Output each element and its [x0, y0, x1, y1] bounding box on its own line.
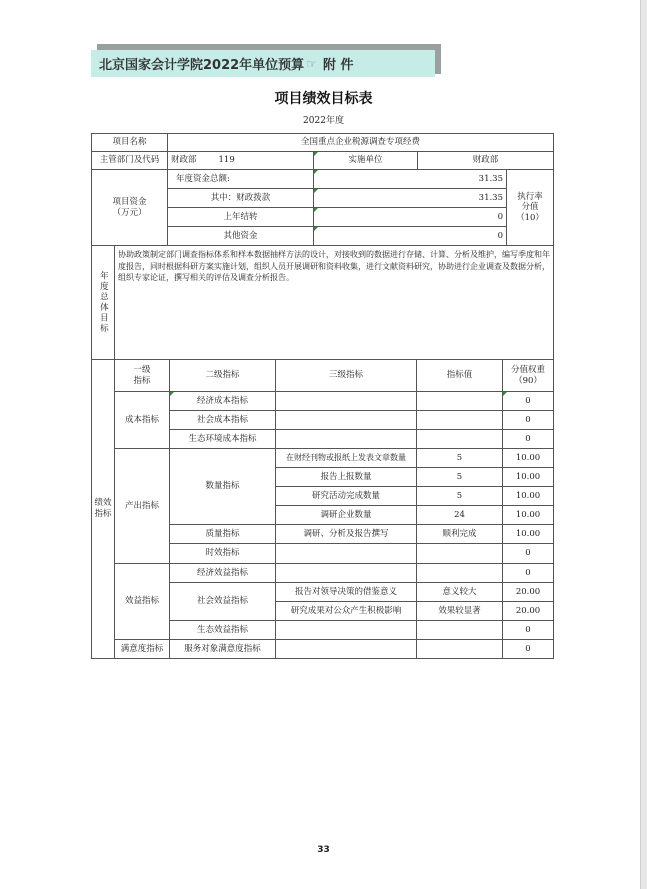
funds-other-label: 其他资金: [168, 227, 314, 246]
perf-label-cell: [92, 360, 115, 659]
page-title: 项目绩效目标表: [274, 91, 373, 107]
row-social-cost-l2: 社会成本指标: [170, 411, 276, 430]
funds-total-label: 年度资金总额:: [168, 170, 314, 189]
funds-fiscal-label: 其中：财政拨款: [168, 189, 314, 208]
header-level3: 三级指标: [276, 360, 417, 392]
impl-value: 财政部: [418, 152, 554, 170]
year-label: 2022年度: [303, 116, 344, 126]
row-service-l3: [276, 640, 417, 659]
funds-total-value: 31.35: [314, 170, 507, 189]
row-sb2-l3: 研究成果对公众产生积极影响: [276, 602, 417, 621]
row-quality-score: 10.00: [503, 525, 554, 544]
row-sb2-score: 20.00: [503, 602, 554, 621]
funds-other-value: 0: [314, 227, 507, 246]
row-eco-cost-val: [417, 430, 503, 449]
header-weight: 分值权重 （90）: [503, 360, 554, 392]
row-quantity-l2: 数量指标: [170, 449, 276, 525]
row-sb1-score: 20.00: [503, 583, 554, 602]
row-eco-benefit-l3: [276, 621, 417, 640]
row-econ-benefit-l3: [276, 564, 417, 583]
row-quality-val: 顺利完成: [417, 525, 503, 544]
row-timeliness-score: 0: [503, 544, 554, 564]
row-econ-cost-l2: 经济成本指标: [170, 392, 276, 411]
row-q2-score: 10.00: [503, 468, 554, 487]
goal-label-cell: [92, 246, 115, 360]
banner-suffix: 附 件: [322, 58, 354, 73]
project-name-value: 全国重点企业税源调查专项经费: [168, 134, 554, 152]
dept-code: 119: [218, 155, 235, 166]
row-eco-cost-score: 0: [503, 430, 554, 449]
banner-title: 北京国家会计学院2022年单位预算: [99, 58, 305, 73]
row-q2-val: 5: [417, 468, 503, 487]
row-eco-benefit-score: 0: [503, 621, 554, 640]
row-sb2-val: 效果较显著: [417, 602, 503, 621]
funds-carry-label: 上年结转: [168, 208, 314, 227]
funds-label: 项目资金 （万元）: [92, 170, 168, 246]
row-service-l2: 服务对象满意度指标: [170, 640, 276, 659]
goal-text: 协助政策制定部门调查指标体系和样本数据抽样方法的设计，对接收到的数据进行存储、计算、分析及维护，编写季度和年度报告，同时根据科研方案实施计划，组织人员开展调研和资料收集，进行文献资料研究，协助进行企业调查及数据分析，组织专家论证，撰写相关的评估及调查分析报告。: [115, 246, 554, 360]
row-q4-score: 10.00: [503, 506, 554, 525]
row-q1-l3: 在财经刊物或报纸上发表文章数量: [276, 449, 417, 468]
row-eco-cost-l2: 生态环境成本指标: [170, 430, 276, 449]
pointing-hand-icon: ☞: [306, 56, 317, 71]
row-eco-benefit-l2: 生态效益指标: [170, 621, 276, 640]
row-social-benefit-l2: 社会效益指标: [170, 583, 276, 621]
row-q4-l3: 调研企业数量: [276, 506, 417, 525]
group-satisfaction: 满意度指标: [115, 640, 170, 659]
funds-carry-value: 0: [314, 208, 507, 227]
dept-name: 财政部: [171, 155, 197, 166]
row-econ-cost-val: [417, 392, 503, 411]
row-econ-cost-score: 0: [503, 392, 554, 411]
group-benefit: 效益指标: [115, 564, 170, 640]
header-banner: [91, 50, 435, 77]
row-q1-val: 5: [417, 449, 503, 468]
row-econ-benefit-l2: 经济效益指标: [170, 564, 276, 583]
row-q4-val: 24: [417, 506, 503, 525]
group-cost: 成本指标: [115, 392, 170, 449]
header-value: 指标值: [417, 360, 503, 392]
funds-fiscal-value: 31.35: [314, 189, 507, 208]
row-social-cost-val: [417, 411, 503, 430]
row-q3-l3: 研究活动完成数量: [276, 487, 417, 506]
row-q3-score: 10.00: [503, 487, 554, 506]
dept-label: 主管部门及代码: [92, 152, 168, 170]
row-social-cost-score: 0: [503, 411, 554, 430]
row-timeliness-l2: 时效指标: [170, 544, 276, 564]
perf-label: 绩效指标: [94, 497, 112, 519]
dept-value: [168, 152, 314, 170]
project-name-label: 项目名称: [92, 134, 168, 152]
exec-rate-label: 执行率 分值 （10）: [507, 170, 554, 246]
header-level1: 一级 指标: [115, 360, 170, 392]
row-econ-benefit-score: 0: [503, 564, 554, 583]
row-timeliness-val: [417, 544, 503, 564]
goal-label: 年度总体目标: [98, 271, 109, 334]
page-edge: [640, 0, 647, 889]
row-service-score: 0: [503, 640, 554, 659]
row-eco-benefit-val: [417, 621, 503, 640]
row-quality-l2: 质量指标: [170, 525, 276, 544]
row-sb1-val: 意义较大: [417, 583, 503, 602]
row-social-cost-l3: [276, 411, 417, 430]
page-number: 33: [317, 845, 330, 855]
impl-label: 实施单位: [314, 152, 418, 170]
row-service-val: [417, 640, 503, 659]
row-econ-cost-l3: [276, 392, 417, 411]
row-q2-l3: 报告上报数量: [276, 468, 417, 487]
row-q1-score: 10.00: [503, 449, 554, 468]
row-eco-cost-l3: [276, 430, 417, 449]
row-quality-l3: 调研、分析及报告撰写: [276, 525, 417, 544]
row-timeliness-l3: [276, 544, 417, 564]
row-sb1-l3: 报告对领导决策的借鉴意义: [276, 583, 417, 602]
row-econ-benefit-val: [417, 564, 503, 583]
group-output: 产出指标: [115, 449, 170, 564]
row-q3-val: 5: [417, 487, 503, 506]
header-level2: 二级指标: [170, 360, 276, 392]
